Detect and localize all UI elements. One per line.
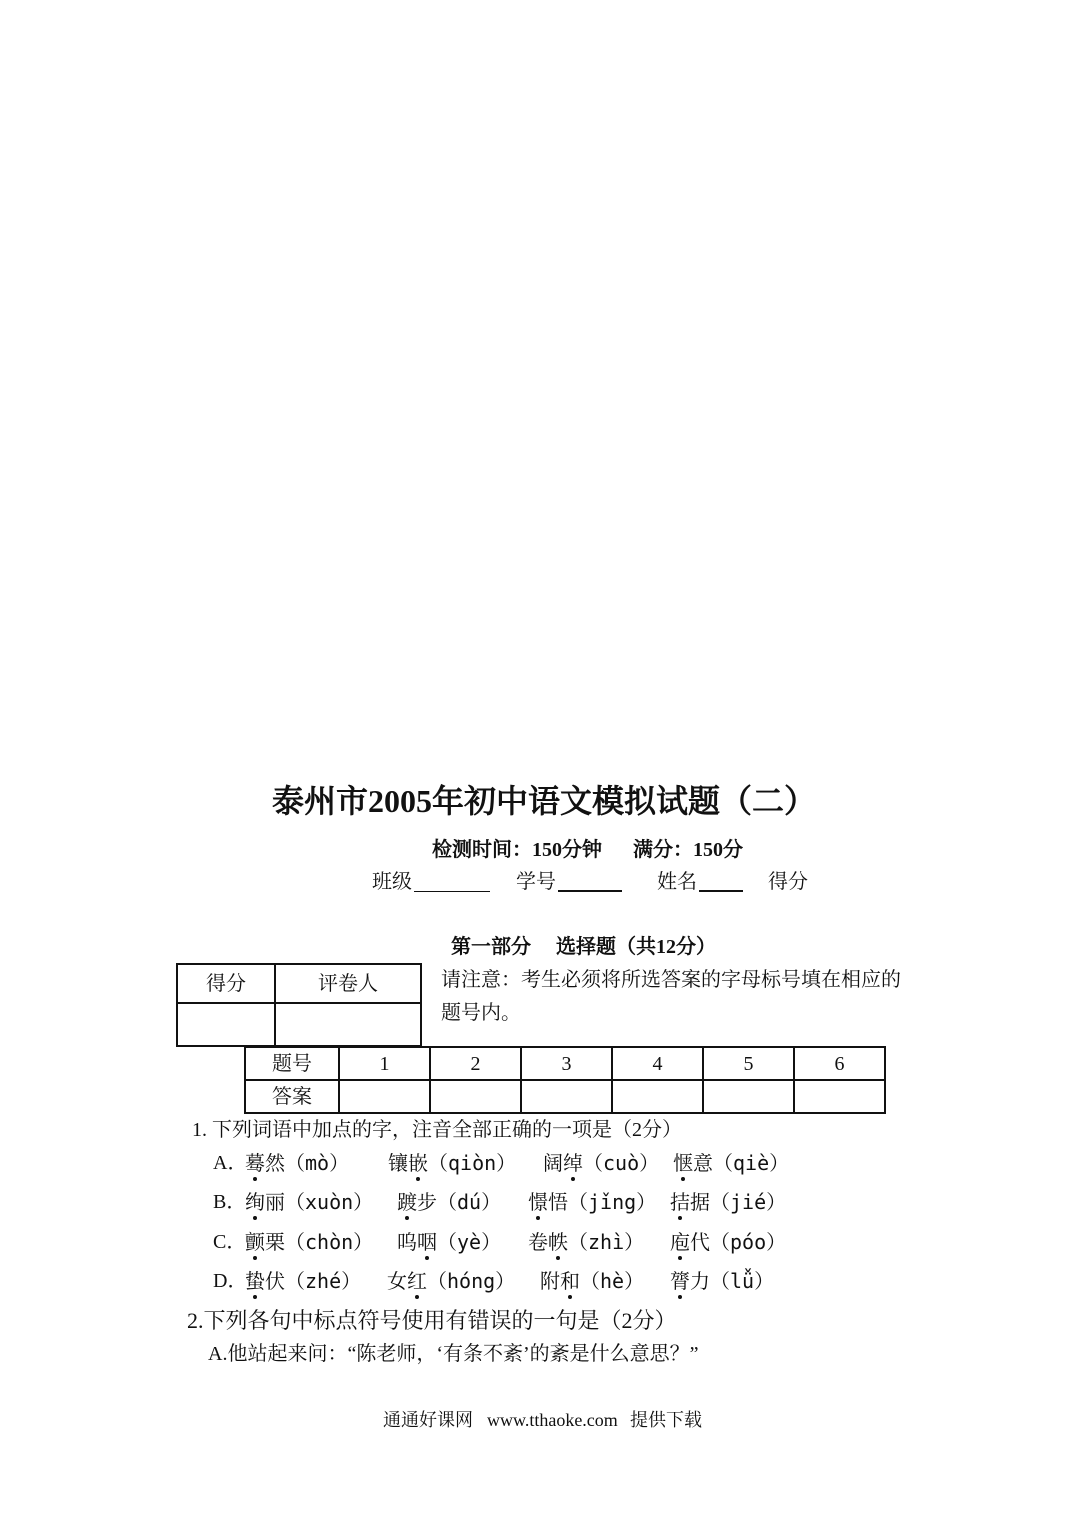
dotted-char: 绰 xyxy=(563,1153,583,1175)
pinyin: （cuò） xyxy=(583,1151,660,1175)
word-char: 卷 xyxy=(528,1232,548,1254)
pinyin: （hóng） xyxy=(427,1269,516,1293)
pinyin: （xuòn） xyxy=(285,1190,374,1214)
dotted-char: 憬 xyxy=(528,1192,548,1214)
option-word xyxy=(528,1230,644,1255)
option-label: D． xyxy=(213,1270,248,1292)
word-char: 栗 xyxy=(265,1232,285,1254)
answer-cell xyxy=(521,1080,612,1113)
class-blank-line xyxy=(414,870,490,892)
question-number: 5 xyxy=(703,1047,794,1080)
question-2-stem: 2.下列各句中标点符号使用有错误的一句是（2分） xyxy=(187,1308,677,1333)
dotted-char: 拮 xyxy=(670,1192,690,1214)
answer-cell xyxy=(703,1080,794,1113)
pinyin: （qiè） xyxy=(713,1151,790,1175)
option-word xyxy=(670,1269,774,1294)
option-word xyxy=(388,1151,516,1176)
section-title: 选择题（共12分） xyxy=(556,936,716,958)
word-char: 悟 xyxy=(548,1192,568,1214)
option-word xyxy=(673,1151,789,1176)
word-char: 代 xyxy=(690,1232,710,1254)
question-1-option-d xyxy=(0,1269,1087,1293)
score-box xyxy=(176,963,422,1047)
word-char: 女 xyxy=(387,1271,407,1293)
question-1-stem: 1. 下列词语中加点的字，注音全部正确的一项是（2分） xyxy=(192,1119,682,1141)
dotted-char: 踱 xyxy=(397,1192,417,1214)
word-char: 阔 xyxy=(543,1153,563,1175)
dotted-char: 和 xyxy=(560,1271,580,1293)
question-number: 2 xyxy=(430,1047,521,1080)
word-char: 丽 xyxy=(265,1192,285,1214)
dotted-char: 绚 xyxy=(245,1192,265,1214)
word-char: 据 xyxy=(690,1192,710,1214)
question-number: 1 xyxy=(339,1047,430,1080)
answer-cell xyxy=(612,1080,703,1113)
question-number: 4 xyxy=(612,1047,703,1080)
option-word xyxy=(245,1190,373,1215)
pinyin: （yè） xyxy=(437,1230,502,1254)
answer-header: 答案 xyxy=(245,1080,339,1113)
answer-cell xyxy=(794,1080,885,1113)
answer-cell xyxy=(430,1080,521,1113)
option-label: A． xyxy=(213,1152,248,1174)
pinyin: （qiòn） xyxy=(428,1151,517,1175)
option-word xyxy=(245,1151,349,1176)
exam-full-score: 满分：150分 xyxy=(633,839,743,861)
section-part: 第一部分 xyxy=(451,936,531,958)
grader-cell xyxy=(275,1003,421,1046)
option-word xyxy=(540,1269,644,1294)
pinyin: （póo） xyxy=(710,1230,787,1254)
option-word xyxy=(387,1269,515,1294)
word-char: 呜 xyxy=(397,1232,417,1254)
dotted-char: 嵌 xyxy=(408,1153,428,1175)
dotted-char: 膂 xyxy=(670,1271,690,1293)
option-label: C． xyxy=(213,1231,247,1253)
word-char: 步 xyxy=(417,1192,437,1214)
word-char: 伏 xyxy=(265,1271,285,1293)
word-char: 力 xyxy=(690,1271,710,1293)
pinyin: （zhé） xyxy=(285,1269,362,1293)
question-2-option-a xyxy=(208,1342,699,1366)
option-word xyxy=(245,1230,373,1255)
grader-header: 评卷人 xyxy=(275,964,421,1003)
question-number: 6 xyxy=(794,1047,885,1080)
question-number-header: 题号 xyxy=(245,1047,339,1080)
word-char: 镶 xyxy=(388,1153,408,1175)
dotted-char: 惬 xyxy=(673,1153,693,1175)
pinyin: （dú） xyxy=(437,1190,502,1214)
dotted-char: 蓦 xyxy=(245,1153,265,1175)
option-word xyxy=(245,1269,361,1294)
answer-table xyxy=(244,1046,886,1114)
pinyin: （jǐng） xyxy=(568,1190,657,1214)
option-word xyxy=(528,1190,656,1215)
name-blank-line xyxy=(699,870,743,892)
score-header: 得分 xyxy=(177,964,275,1003)
pinyin: （chòn） xyxy=(285,1230,374,1254)
dotted-char: 蛰 xyxy=(245,1271,265,1293)
question-1-option-a xyxy=(0,1151,1087,1175)
name-label: 姓名 xyxy=(657,871,697,893)
page-title: 泰州市2005年初中语文模拟试题（二） xyxy=(272,783,817,819)
option-word xyxy=(397,1230,501,1255)
option-label: A. xyxy=(208,1343,228,1365)
word-char: 附 xyxy=(540,1271,560,1293)
question-1-option-b xyxy=(0,1190,1087,1214)
footer-url: www.tthaoke.com xyxy=(487,1410,618,1430)
option-word xyxy=(397,1190,501,1215)
answer-cell xyxy=(339,1080,430,1113)
notice-text: 请注意：考生必须将所选答案的字母标号填在相应的题号内。 xyxy=(441,969,901,1024)
option-word xyxy=(670,1190,786,1215)
pinyin: （hè） xyxy=(580,1269,645,1293)
pinyin: （lǚ） xyxy=(710,1269,775,1293)
option-text: 他站起来问：“陈老师，‘有条不紊’的紊是什么意思？” xyxy=(227,1343,699,1365)
question-1-option-c xyxy=(0,1230,1087,1254)
pinyin: （zhì） xyxy=(568,1230,645,1254)
dotted-char: 帙 xyxy=(548,1232,568,1254)
dotted-char: 庖 xyxy=(670,1232,690,1254)
option-word xyxy=(670,1230,786,1255)
pinyin: （jié） xyxy=(710,1190,787,1214)
score-cell xyxy=(177,1003,275,1046)
pinyin: （mò） xyxy=(285,1151,350,1175)
option-label: B． xyxy=(213,1191,247,1213)
word-char: 然 xyxy=(265,1153,285,1175)
exam-duration: 检测时间：150分钟 xyxy=(432,839,602,861)
dotted-char: 咽 xyxy=(417,1232,437,1254)
word-char: 意 xyxy=(693,1153,713,1175)
footer-site-name: 通通好课网 xyxy=(383,1410,473,1430)
dotted-char: 颤 xyxy=(245,1232,265,1254)
option-word xyxy=(543,1151,659,1176)
footer-note: 提供下载 xyxy=(630,1410,702,1430)
student-id-label: 学号 xyxy=(516,871,556,893)
student-id-blank-line xyxy=(558,870,622,892)
dotted-char: 红 xyxy=(407,1271,427,1293)
question-number: 3 xyxy=(521,1047,612,1080)
class-label: 班级 xyxy=(372,871,412,893)
score-label: 得分 xyxy=(768,871,808,893)
